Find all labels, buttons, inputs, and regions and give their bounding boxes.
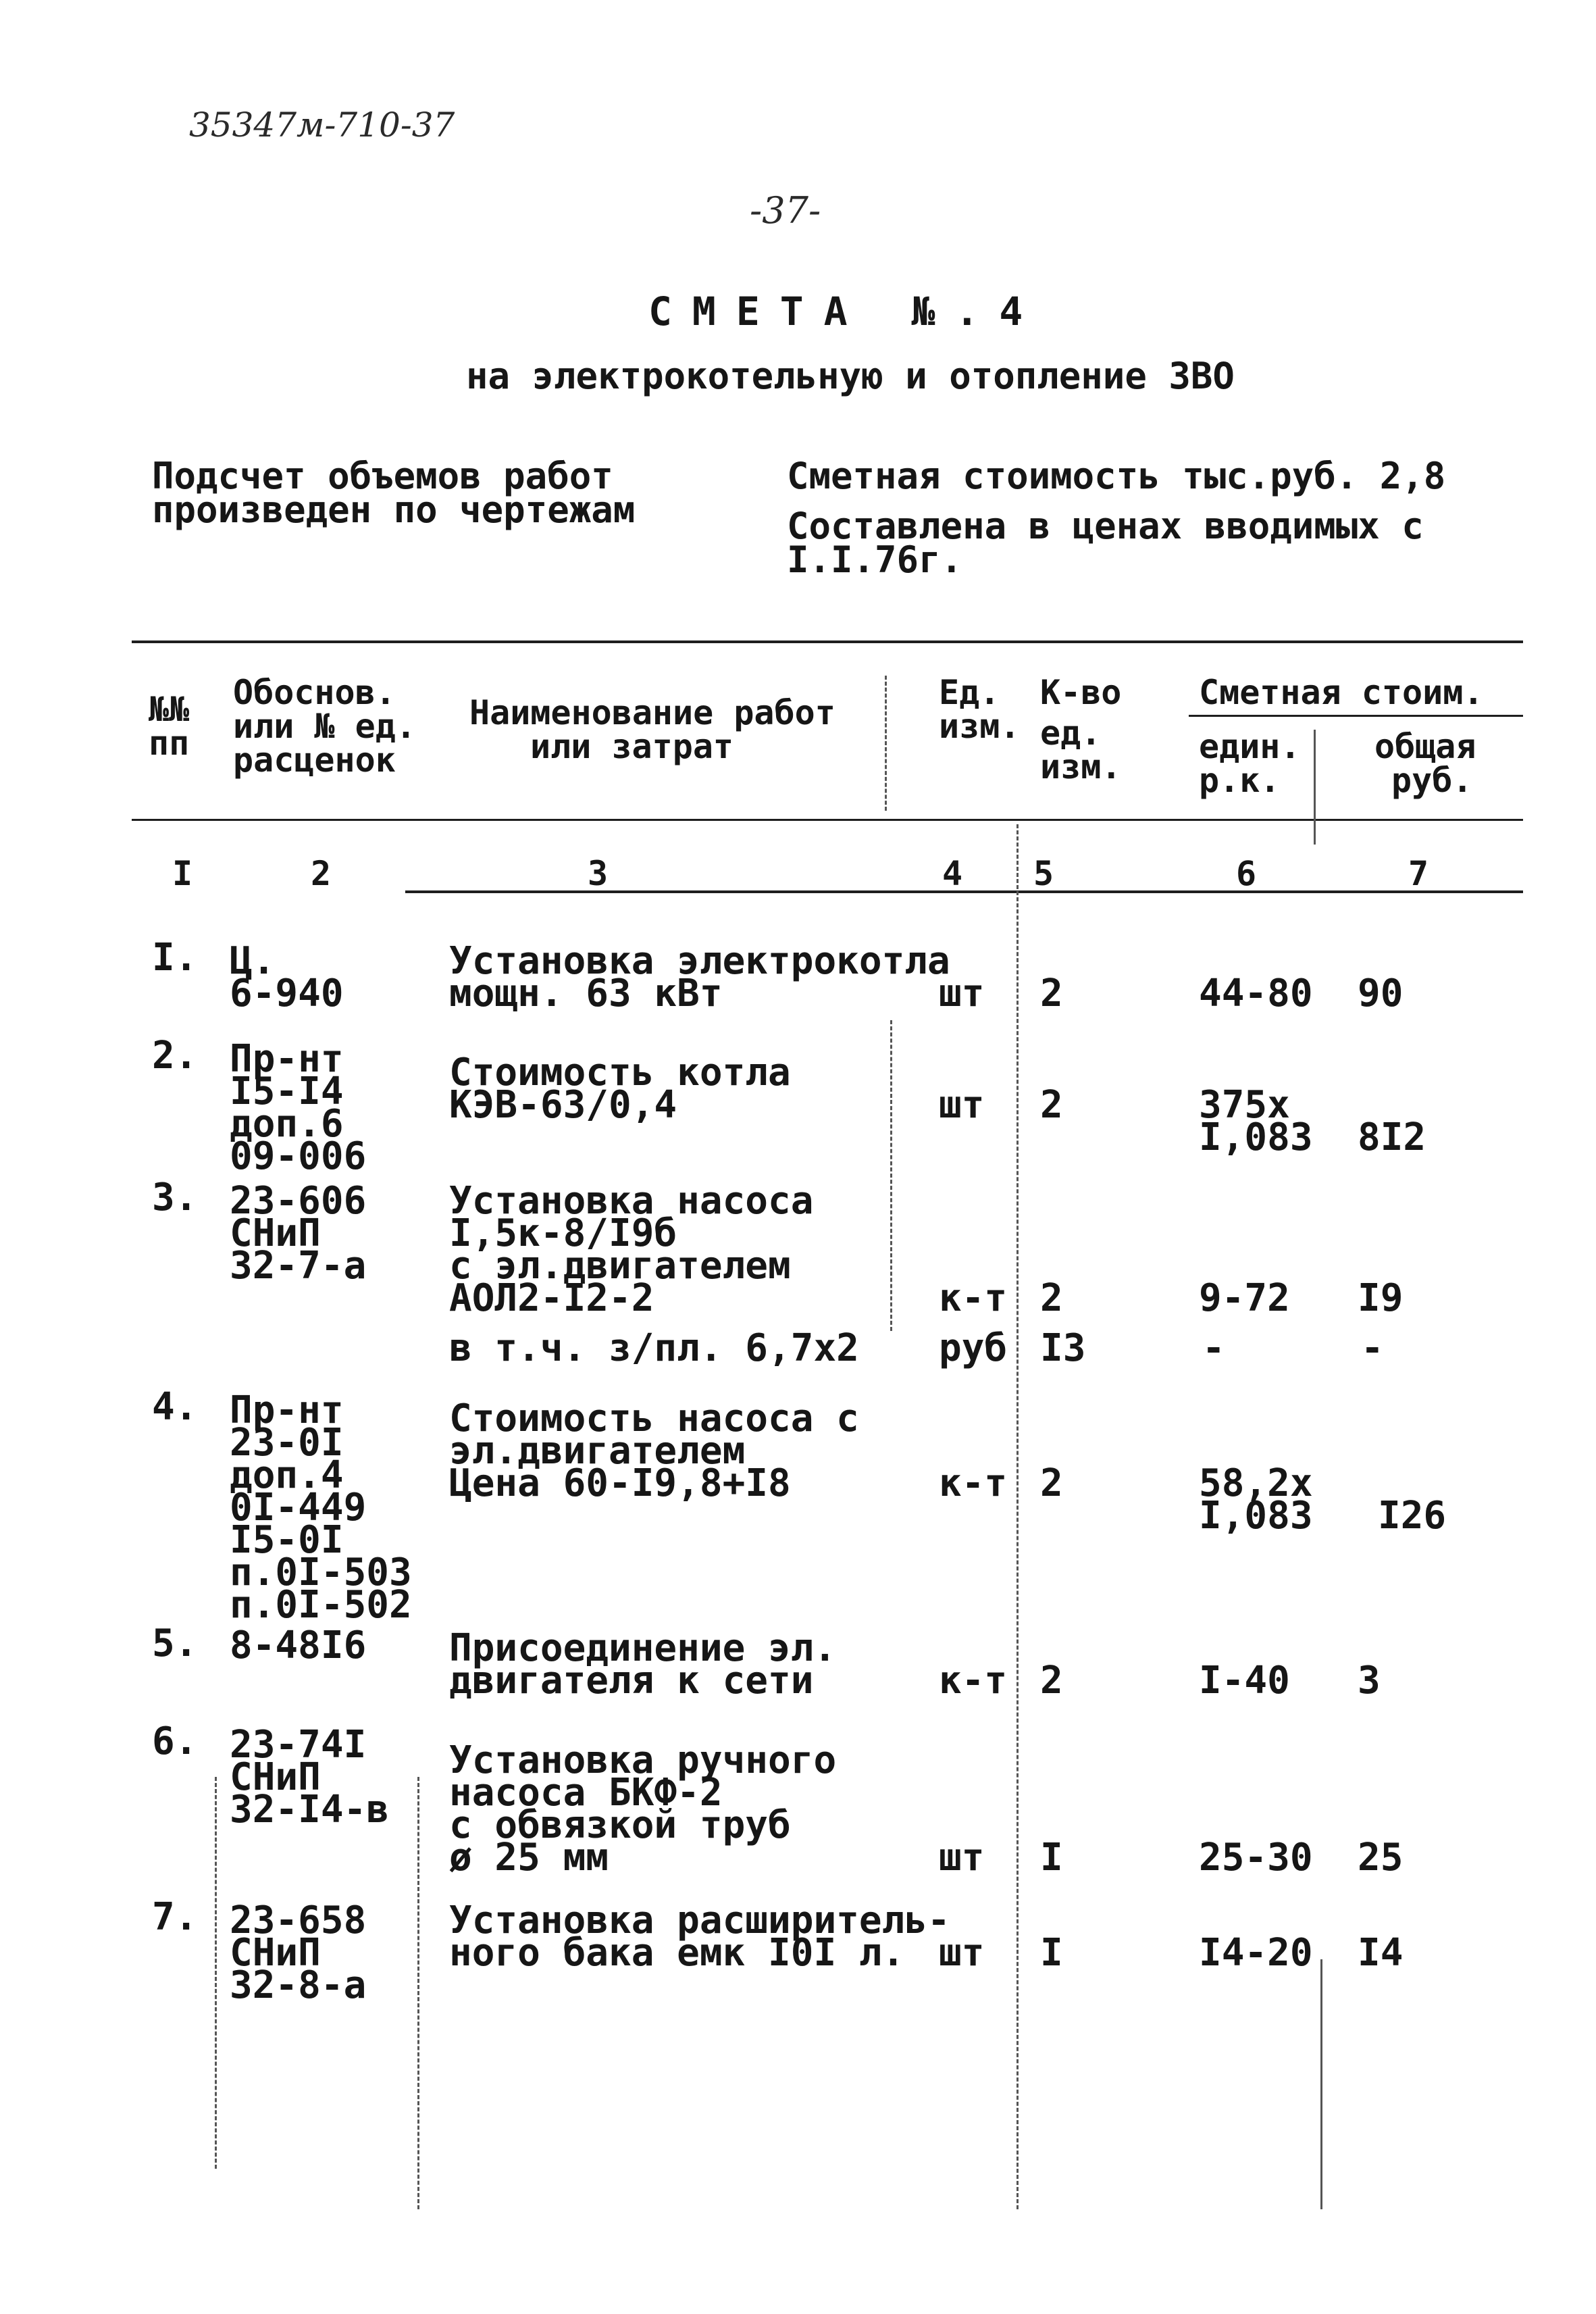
row-basis: СНиП (230, 1931, 321, 1975)
volume-note-line: произведен по чертежам (152, 488, 636, 531)
row-work-name: Стоимость котла (449, 1051, 791, 1095)
document-subtitle: на электрокотельную и отопление ЗВО (466, 355, 1235, 397)
row-work-name: с обвязкой труб (449, 1803, 791, 1847)
column-divider (1314, 730, 1316, 845)
row-work-name: I,5к-8/I9б (449, 1211, 677, 1255)
row-basis: I5-I4 (230, 1070, 344, 1113)
header-basis: расценок (233, 740, 396, 780)
row-quantity: 2 (1040, 1276, 1063, 1320)
row-quantity: I3 (1040, 1326, 1086, 1370)
row-quantity: 2 (1040, 1083, 1063, 1127)
row-work-name: мощн. 63 кВт (449, 972, 723, 1015)
row-basis: Пр-нт (230, 1037, 344, 1081)
row-basis: 8-48I6 (230, 1624, 367, 1667)
row-basis: СНиП (230, 1211, 321, 1255)
header-basis: Обоснов. (233, 673, 396, 712)
row-work-name: ного бака емк I0I л. (449, 1931, 905, 1975)
row-basis: доп.4 (230, 1453, 344, 1497)
price-base-line: I.I.76г. (787, 538, 963, 581)
row-number: 4. (152, 1385, 198, 1429)
row-unit-cost: 375х (1199, 1083, 1290, 1127)
price-base-line: Составлена в ценах вводимых с (787, 505, 1424, 547)
row-work-name: Установка ручного (449, 1738, 837, 1782)
row-unit: к-т (939, 1659, 1008, 1703)
row-work-name: Присоединение эл. (449, 1626, 837, 1670)
row-unit: шт (939, 972, 985, 1015)
row-basis: 0I-449 (230, 1486, 367, 1530)
document-title: СМЕТА №.4 (648, 288, 1044, 334)
row-unit-cost: - (1202, 1326, 1225, 1370)
estimated-cost: Сметная стоимость тыс.руб. 2,8 (787, 455, 1446, 497)
row-total-cost: 8I2 (1358, 1115, 1426, 1159)
header-qty: изм. (1040, 747, 1122, 786)
column-divider (1320, 1959, 1322, 2209)
row-basis: 6-940 (230, 972, 344, 1015)
table-top-rule (132, 640, 1523, 643)
row-unit-cost: 9-72 (1199, 1276, 1290, 1320)
row-number: 6. (152, 1719, 198, 1763)
row-basis: 23-74I (230, 1723, 367, 1767)
row-unit-cost: I,083 (1199, 1115, 1313, 1159)
row-unit: шт (939, 1836, 985, 1880)
column-divider (417, 1777, 419, 2209)
row-basis: 32-I4-в (230, 1788, 390, 1832)
column-divider (890, 1020, 892, 1331)
header-qty: К-во (1040, 673, 1122, 712)
row-number: 7. (152, 1895, 198, 1939)
row-quantity: 2 (1040, 972, 1063, 1015)
row-work-name: АОЛ2-I2-2 (449, 1276, 654, 1320)
header-total-cost: общая (1374, 727, 1476, 766)
row-basis: Ц. (230, 939, 276, 983)
header-work-name: или затрат (530, 727, 734, 766)
handwritten-document-code: 35347м-710-37 (189, 105, 455, 145)
row-work-name: ø 25 мм (449, 1836, 609, 1880)
column-number: 6 (1236, 854, 1257, 893)
header-basis: или № ед. (233, 707, 416, 746)
header-num: пп (149, 724, 190, 763)
row-total-cost: I26 (1378, 1494, 1447, 1538)
row-basis: доп.6 (230, 1102, 344, 1146)
row-total-cost: I9 (1358, 1276, 1404, 1320)
row-basis: п.0I-503 (230, 1551, 412, 1594)
row-work-name: Стоимость насоса с (449, 1397, 859, 1440)
column-numbers-rule (405, 890, 1523, 893)
header-estimated-cost: Сметная стоим. (1199, 673, 1484, 712)
row-total-cost: 90 (1358, 972, 1404, 1015)
column-divider (1016, 824, 1019, 2209)
row-work-name: с эл.двигателем (449, 1244, 791, 1288)
header-total-cost: руб. (1391, 761, 1473, 800)
row-basis: 09-006 (230, 1134, 367, 1178)
row-unit: к-т (939, 1276, 1008, 1320)
volume-note-line: Подсчет объемов работ (152, 455, 613, 497)
row-work-name: насоса БКФ-2 (449, 1771, 723, 1815)
row-total-cost: - (1361, 1326, 1384, 1370)
column-number: 5 (1033, 854, 1054, 893)
row-basis: Пр-нт (230, 1388, 344, 1432)
row-number: 5. (152, 1621, 198, 1665)
row-quantity: 2 (1040, 1659, 1063, 1703)
row-work-name: Установка насоса (449, 1179, 814, 1223)
row-unit-cost: 58,2х (1199, 1461, 1313, 1505)
row-quantity: I (1040, 1931, 1063, 1975)
row-total-cost: 25 (1358, 1836, 1404, 1880)
row-work-name: двигателя к сети (449, 1659, 814, 1703)
row-total-cost: 3 (1358, 1659, 1381, 1703)
row-basis: 23-606 (230, 1179, 367, 1223)
header-unit-cost: р.к. (1199, 761, 1281, 800)
row-unit-cost: I4-20 (1199, 1931, 1313, 1975)
row-unit: шт (939, 1931, 985, 1975)
row-work-name: Установка расширитель- (449, 1898, 950, 1942)
row-number: 2. (152, 1034, 198, 1078)
row-basis: СНиП (230, 1755, 321, 1799)
row-basis: 32-7-а (230, 1244, 367, 1288)
row-unit-cost: 44-80 (1199, 972, 1313, 1015)
row-work-name: Цена 60-I9,8+I8 (449, 1461, 791, 1505)
column-number: 4 (942, 854, 963, 893)
row-basis: 23-0I (230, 1421, 344, 1465)
row-quantity: I (1040, 1836, 1063, 1880)
column-number: 2 (311, 854, 332, 893)
header-work-name: Наименование работ (469, 693, 835, 732)
row-unit-cost: I,083 (1199, 1494, 1313, 1538)
column-number: I (172, 854, 193, 893)
header-num: №№ (149, 690, 190, 729)
row-work-name: КЭВ-63/0,4 (449, 1083, 677, 1127)
row-unit: шт (939, 1083, 985, 1127)
row-basis: 32-8-а (230, 1963, 367, 2007)
header-qty: ед. (1040, 713, 1102, 753)
row-basis: I5-0I (230, 1518, 344, 1562)
row-work-name: Установка электрокотла (449, 939, 950, 983)
column-number: 7 (1408, 854, 1429, 893)
row-number: I. (152, 936, 198, 980)
row-unit: к-т (939, 1461, 1008, 1505)
header-unit-cost: един. (1199, 727, 1301, 766)
row-work-name: эл.двигателем (449, 1429, 746, 1473)
row-basis: 23-658 (230, 1898, 367, 1942)
row-total-cost: I4 (1358, 1931, 1404, 1975)
row-unit-cost: I-40 (1199, 1659, 1290, 1703)
header-unit: Ед. (939, 673, 1000, 712)
column-divider (215, 1777, 217, 2169)
group-header-rule (1189, 715, 1523, 717)
row-work-name: в т.ч. з/пл. 6,7х2 (449, 1326, 859, 1370)
row-basis: п.0I-502 (230, 1583, 412, 1627)
column-divider (885, 676, 887, 811)
page-number: -37- (750, 189, 821, 232)
row-unit-cost: 25-30 (1199, 1836, 1313, 1880)
row-number: 3. (152, 1176, 198, 1219)
header-unit: изм. (939, 707, 1021, 746)
column-number: 3 (588, 854, 609, 893)
row-unit: руб (939, 1326, 1008, 1370)
row-quantity: 2 (1040, 1461, 1063, 1505)
